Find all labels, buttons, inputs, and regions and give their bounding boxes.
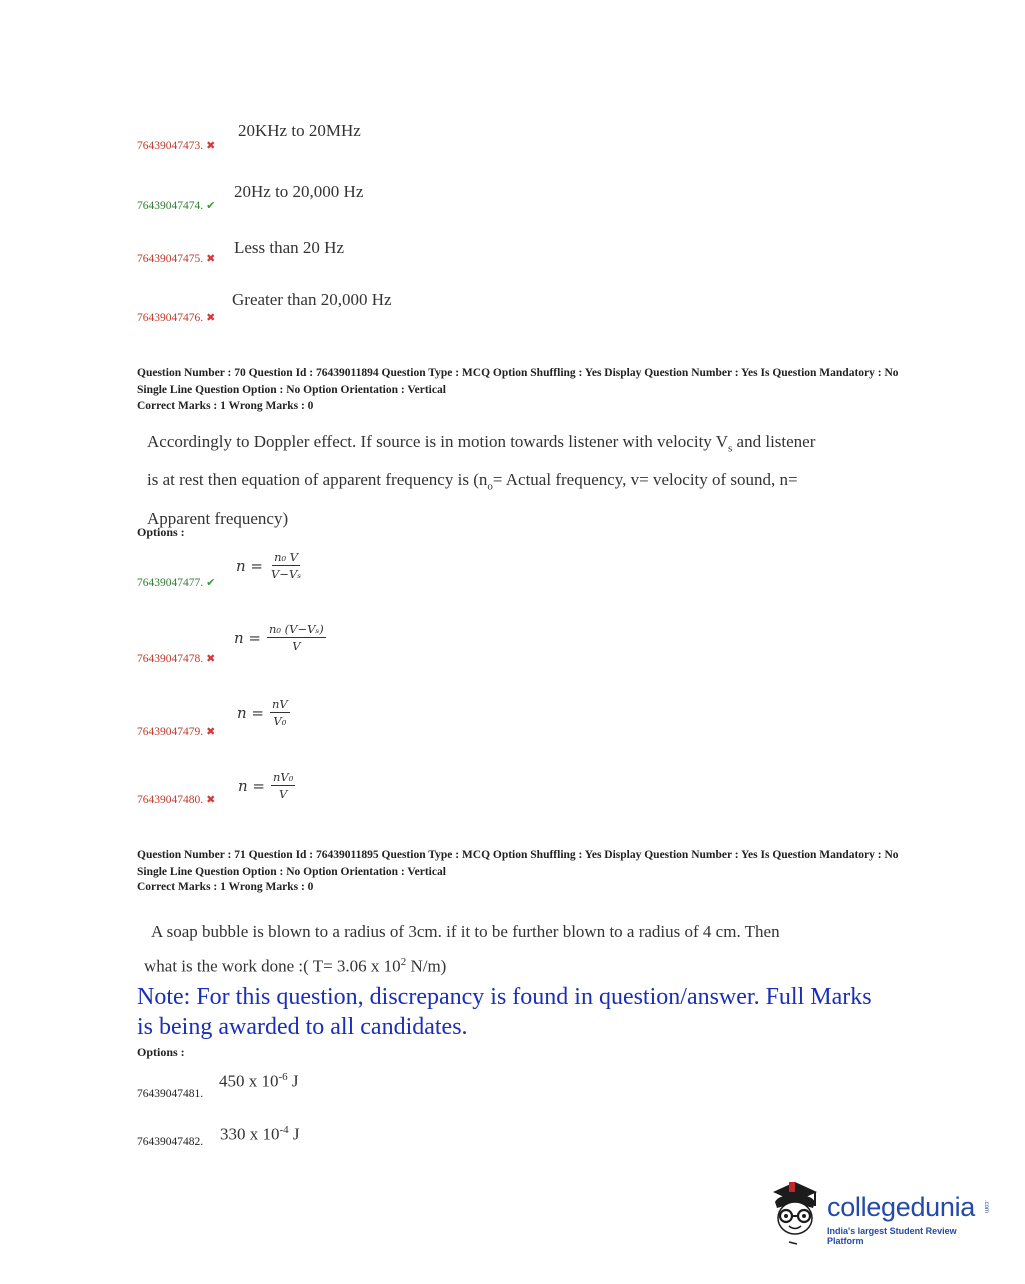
option-id [137, 311, 215, 324]
options-label: Options : [137, 525, 185, 539]
cross-icon: ✖ [206, 312, 216, 324]
fraction-numerator: n₀ (V−Vₛ) [269, 622, 324, 636]
question-subscript: s [728, 442, 733, 455]
option-id-label: 76439047476. [137, 312, 204, 324]
option-exponent: -6 [278, 1071, 288, 1083]
option-text: 20KHz to 20MHz [238, 121, 361, 140]
fraction-denominator: V [292, 639, 301, 653]
option-text [219, 1071, 299, 1092]
question-meta: Question Number : 70 Question Id : 76439011894 Question Type : MCQ Option Shuffling : Yes Display Question Number : Yes Is Question Mandatory : No Single Line Question Option : No Option Orientation : Vertical [137, 367, 899, 396]
formula-lhs: n = [234, 628, 261, 647]
collegedunia-logo [765, 1178, 995, 1248]
option-id-label: 76439047479. [137, 726, 204, 738]
option-id-label: 76439047473. [137, 140, 204, 152]
option-id [137, 139, 215, 152]
option-formula [236, 550, 303, 581]
option-unit: J [287, 1071, 299, 1091]
question-marks: Correct Marks : 1 Wrong Marks : 0 [137, 400, 314, 412]
logo-suffix: .com [983, 1200, 989, 1214]
formula-fraction [267, 622, 326, 653]
question-text-line [144, 947, 446, 982]
option-id-label: 76439047480. [137, 794, 204, 806]
cross-icon: ✖ [206, 653, 216, 665]
formula-fraction [271, 770, 295, 801]
option-text: 20Hz to 20,000 Hz [234, 182, 364, 201]
option-text: Less than 20 Hz [234, 238, 345, 257]
fraction-numerator: n₀ V [274, 550, 299, 564]
question-text-part: = Actual frequency, v= velocity of sound, n= Apparent frequency) [147, 470, 798, 528]
option-id [137, 252, 215, 265]
cross-icon: ✖ [206, 140, 216, 152]
cross-icon: ✖ [206, 726, 216, 738]
option-formula [234, 622, 326, 653]
option-text: Greater than 20,000 Hz [232, 290, 392, 309]
fraction-numerator: nV₀ [273, 770, 294, 784]
check-icon: ✔ [206, 200, 216, 212]
question-text-part: N/m) [406, 956, 447, 976]
option-exponent: -4 [279, 1124, 289, 1136]
option-id [137, 652, 215, 665]
option-base: 330 x 10 [220, 1124, 280, 1144]
option-id [137, 576, 215, 589]
option-id-label: 76439047474. [137, 200, 204, 212]
option-formula [238, 770, 295, 801]
fraction-denominator: V−Vₛ [271, 567, 302, 581]
question-superscript: 2 [400, 956, 407, 968]
question-text-part: Accordingly to Doppler effect. If source is in motion towards listener with velocity V [147, 432, 729, 451]
option-id: 76439047482. [137, 1136, 204, 1148]
option-id-label: 76439047475. [137, 253, 204, 265]
check-icon: ✔ [206, 577, 216, 589]
fraction-denominator: V₀ [273, 714, 287, 728]
option-id: 76439047481. [137, 1088, 204, 1100]
question-text-part: and listener is at rest then equation of apparent frequency is (n [147, 432, 816, 490]
logo-tagline: India's largest Student Review Platform [827, 1226, 957, 1246]
option-id-label: 76439047477. [137, 577, 204, 589]
option-text [220, 1124, 300, 1145]
fraction-numerator: nV [272, 697, 288, 711]
formula-lhs: n = [236, 556, 263, 575]
fraction-denominator: V [279, 787, 288, 801]
logo-wordmark: collegedunia [827, 1192, 976, 1222]
option-id-label: 76439047478. [137, 653, 204, 665]
cross-icon: ✖ [206, 253, 216, 265]
option-id [137, 725, 215, 738]
options-label: Options : [137, 1045, 185, 1059]
question-text-line: A soap bubble is blown to a radius of 3cm. if it to be further blown to a radius of 4 cm. Then [151, 922, 780, 941]
option-id [137, 199, 215, 212]
mascot-icon [765, 1178, 825, 1248]
option-base: 450 x 10 [219, 1071, 279, 1091]
cross-icon: ✖ [206, 794, 216, 806]
question-subscript: o [487, 480, 493, 493]
formula-fraction [269, 550, 303, 581]
option-formula [237, 697, 290, 728]
discrepancy-note: Note: For this question, discrepancy is found in question/answer. Full Marks is being awarded to all candidates. [137, 984, 872, 1040]
option-id [137, 793, 215, 806]
formula-lhs: n = [238, 776, 265, 795]
option-unit: J [288, 1124, 300, 1144]
question-marks: Correct Marks : 1 Wrong Marks : 0 [137, 881, 314, 893]
question-text-part: what is the work done :( T= 3.06 x 10 [144, 956, 401, 976]
formula-fraction [270, 697, 290, 728]
formula-lhs: n = [237, 703, 264, 722]
question-meta: Question Number : 71 Question Id : 76439011895 Question Type : MCQ Option Shuffling : Yes Display Question Number : Yes Is Question Mandatory : No Single Line Question Option : No Option Orientation : Vertical [137, 849, 899, 878]
question-text [147, 426, 827, 534]
